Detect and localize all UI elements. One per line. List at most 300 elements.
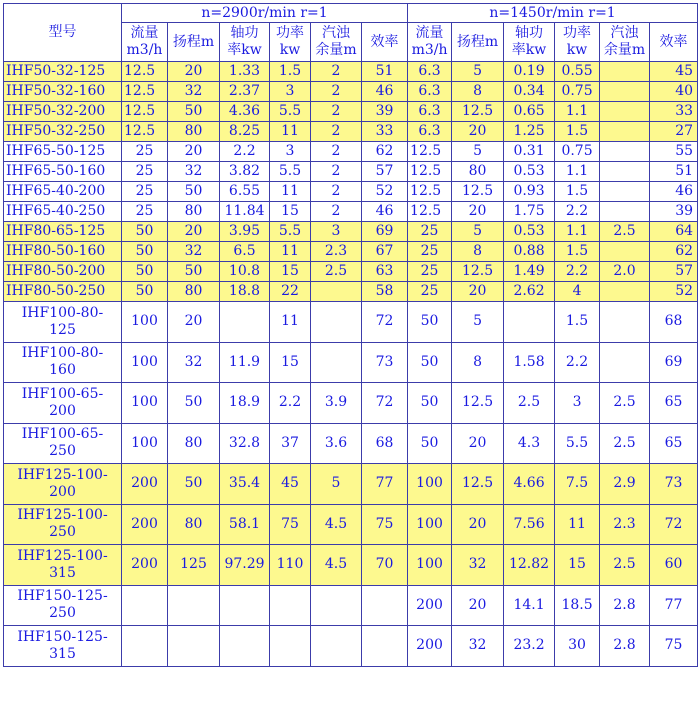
npsh-cell-1450: 2.3: [600, 504, 650, 545]
head-cell-2900: 80: [168, 202, 220, 222]
speed-1450-header: n=1450r/min r=1: [408, 4, 698, 23]
head-cell-1450: 12.5: [452, 262, 504, 282]
model-cell: IHF50-32-250: [4, 122, 122, 142]
shaft-power-cell-1450: 0.53: [504, 222, 555, 242]
power-cell-1450: 1.5: [555, 182, 600, 202]
shaft-power-cell-2900: 2.2: [220, 142, 270, 162]
npsh-cell-2900: 2: [311, 82, 362, 102]
head-cell-1450: 80: [452, 162, 504, 182]
shaft-power-cell-1450: 1.25: [504, 122, 555, 142]
npsh-cell-1450: [600, 342, 650, 383]
head-cell-2900: 80: [168, 423, 220, 464]
shaft-power-cell-2900: [220, 626, 270, 667]
shaft-power-cell-1450: 14.1: [504, 585, 555, 626]
efficiency-cell-1450: 46: [650, 182, 698, 202]
efficiency-cell-2900: 69: [362, 222, 408, 242]
efficiency-cell-2900: 39: [362, 102, 408, 122]
efficiency-cell-1450: 69: [650, 342, 698, 383]
npsh-cell-2900: 2: [311, 142, 362, 162]
flow-cell-1450: 25: [408, 242, 452, 262]
model-cell: IHF65-50-125: [4, 142, 122, 162]
head-cell-2900: 80: [168, 282, 220, 302]
efficiency-cell-2900: 46: [362, 202, 408, 222]
col-header-head-2900: 扬程m: [168, 23, 220, 62]
flow-cell-2900: 12.5: [122, 102, 168, 122]
col-header-shaft-power-1450: 轴功 率kw: [504, 23, 555, 62]
efficiency-cell-2900: 77: [362, 464, 408, 505]
head-cell-1450: 8: [452, 342, 504, 383]
efficiency-cell-2900: 72: [362, 302, 408, 343]
efficiency-cell-1450: 75: [650, 626, 698, 667]
power-cell-2900: 11: [270, 302, 311, 343]
flow-cell-2900: 50: [122, 282, 168, 302]
efficiency-cell-2900: 63: [362, 262, 408, 282]
flow-cell-1450: 6.3: [408, 102, 452, 122]
flow-cell-2900: [122, 585, 168, 626]
efficiency-cell-2900: 57: [362, 162, 408, 182]
power-cell-2900: 5.5: [270, 162, 311, 182]
power-cell-1450: 1.5: [555, 242, 600, 262]
model-cell: IHF125-100- 200: [4, 464, 122, 505]
npsh-cell-2900: 2.3: [311, 242, 362, 262]
model-cell: IHF80-50-160: [4, 242, 122, 262]
head-cell-1450: 5: [452, 62, 504, 82]
model-cell: IHF150-125- 315: [4, 626, 122, 667]
power-cell-2900: 15: [270, 342, 311, 383]
power-cell-2900: 15: [270, 262, 311, 282]
table-row: [4, 262, 698, 282]
head-cell-1450: 5: [452, 302, 504, 343]
power-cell-1450: 30: [555, 626, 600, 667]
npsh-cell-1450: 2.8: [600, 585, 650, 626]
efficiency-cell-1450: 27: [650, 122, 698, 142]
efficiency-cell-2900: 46: [362, 82, 408, 102]
power-cell-2900: 5.5: [270, 222, 311, 242]
table-row: [4, 222, 698, 242]
head-cell-2900: 20: [168, 222, 220, 242]
shaft-power-cell-1450: 1.75: [504, 202, 555, 222]
flow-cell-1450: 12.5: [408, 202, 452, 222]
shaft-power-cell-1450: 0.53: [504, 162, 555, 182]
npsh-cell-1450: [600, 122, 650, 142]
table-row: [4, 626, 698, 667]
efficiency-cell-2900: 52: [362, 182, 408, 202]
power-cell-1450: 18.5: [555, 585, 600, 626]
npsh-cell-1450: 2.8: [600, 626, 650, 667]
npsh-cell-2900: [311, 282, 362, 302]
power-cell-2900: 22: [270, 282, 311, 302]
flow-cell-1450: 12.5: [408, 182, 452, 202]
power-cell-2900: [270, 585, 311, 626]
table-row: [4, 142, 698, 162]
shaft-power-cell-1450: 0.34: [504, 82, 555, 102]
power-cell-2900: [270, 626, 311, 667]
shaft-power-cell-2900: 4.36: [220, 102, 270, 122]
efficiency-cell-1450: 64: [650, 222, 698, 242]
flow-cell-2900: 100: [122, 423, 168, 464]
flow-cell-2900: 25: [122, 182, 168, 202]
head-cell-1450: 20: [452, 122, 504, 142]
efficiency-cell-1450: 73: [650, 464, 698, 505]
power-cell-2900: 3: [270, 82, 311, 102]
npsh-cell-2900: 3: [311, 222, 362, 242]
power-cell-2900: 3: [270, 142, 311, 162]
shaft-power-cell-1450: 4.3: [504, 423, 555, 464]
flow-cell-2900: 200: [122, 545, 168, 586]
head-cell-1450: 8: [452, 242, 504, 262]
power-cell-1450: 15: [555, 545, 600, 586]
power-cell-1450: 1.1: [555, 102, 600, 122]
efficiency-cell-2900: 58: [362, 282, 408, 302]
flow-cell-2900: 25: [122, 142, 168, 162]
npsh-cell-1450: [600, 162, 650, 182]
npsh-cell-2900: 2.5: [311, 262, 362, 282]
efficiency-cell-2900: 72: [362, 383, 408, 424]
shaft-power-cell-2900: 11.84: [220, 202, 270, 222]
col-header-power-2900: 功率 kw: [270, 23, 311, 62]
table-row: [4, 202, 698, 222]
model-cell: IHF100-65- 200: [4, 383, 122, 424]
npsh-cell-1450: 2.5: [600, 222, 650, 242]
flow-cell-2900: 12.5: [122, 62, 168, 82]
flow-cell-2900: 200: [122, 464, 168, 505]
model-cell: IHF100-80- 160: [4, 342, 122, 383]
power-cell-2900: 11: [270, 182, 311, 202]
shaft-power-cell-1450: 7.56: [504, 504, 555, 545]
shaft-power-cell-2900: 97.29: [220, 545, 270, 586]
col-header-npsh-2900: 汽浊 余量m: [311, 23, 362, 62]
power-cell-1450: 0.55: [555, 62, 600, 82]
model-cell: IHF80-65-125: [4, 222, 122, 242]
head-cell-2900: 20: [168, 302, 220, 343]
npsh-cell-2900: 3.9: [311, 383, 362, 424]
flow-cell-1450: 50: [408, 342, 452, 383]
table-row: [4, 342, 698, 383]
flow-cell-2900: 100: [122, 383, 168, 424]
efficiency-cell-2900: 51: [362, 62, 408, 82]
head-cell-2900: 32: [168, 162, 220, 182]
npsh-cell-1450: 2.5: [600, 423, 650, 464]
efficiency-cell-2900: 62: [362, 142, 408, 162]
flow-cell-1450: 100: [408, 464, 452, 505]
table-row: [4, 282, 698, 302]
npsh-cell-1450: [600, 182, 650, 202]
head-cell-2900: [168, 585, 220, 626]
flow-cell-2900: 200: [122, 504, 168, 545]
power-cell-1450: 0.75: [555, 142, 600, 162]
efficiency-cell-1450: 65: [650, 423, 698, 464]
head-cell-1450: 20: [452, 282, 504, 302]
head-cell-1450: 20: [452, 504, 504, 545]
npsh-cell-2900: 5: [311, 464, 362, 505]
efficiency-cell-2900: 33: [362, 122, 408, 142]
model-header: 型号: [4, 4, 122, 62]
head-cell-1450: 20: [452, 423, 504, 464]
shaft-power-cell-2900: 10.8: [220, 262, 270, 282]
table-body: [4, 62, 698, 667]
head-cell-1450: 32: [452, 545, 504, 586]
power-cell-1450: 3: [555, 383, 600, 424]
col-header-efficiency-1450: 效率: [650, 23, 698, 62]
efficiency-cell-2900: 67: [362, 242, 408, 262]
model-cell: IHF125-100- 315: [4, 545, 122, 586]
shaft-power-cell-2900: [220, 585, 270, 626]
power-cell-1450: 11: [555, 504, 600, 545]
efficiency-cell-1450: 45: [650, 62, 698, 82]
shaft-power-cell-2900: 11.9: [220, 342, 270, 383]
head-cell-1450: 12.5: [452, 464, 504, 505]
efficiency-cell-2900: 70: [362, 545, 408, 586]
shaft-power-cell-2900: 6.55: [220, 182, 270, 202]
power-cell-1450: 1.5: [555, 122, 600, 142]
model-cell: IHF100-80- 125: [4, 302, 122, 343]
head-cell-2900: [168, 626, 220, 667]
npsh-cell-1450: 2.9: [600, 464, 650, 505]
npsh-cell-1450: [600, 62, 650, 82]
shaft-power-cell-1450: 1.49: [504, 262, 555, 282]
flow-cell-2900: 100: [122, 302, 168, 343]
power-cell-2900: 11: [270, 122, 311, 142]
flow-cell-2900: 50: [122, 262, 168, 282]
head-cell-1450: 20: [452, 202, 504, 222]
model-cell: IHF150-125- 250: [4, 585, 122, 626]
flow-cell-1450: 6.3: [408, 62, 452, 82]
flow-cell-1450: 25: [408, 262, 452, 282]
model-cell: IHF65-50-160: [4, 162, 122, 182]
shaft-power-cell-1450: 4.66: [504, 464, 555, 505]
shaft-power-cell-2900: [220, 302, 270, 343]
power-cell-2900: 37: [270, 423, 311, 464]
shaft-power-cell-2900: 2.37: [220, 82, 270, 102]
head-cell-2900: 50: [168, 383, 220, 424]
npsh-cell-1450: 2.5: [600, 383, 650, 424]
shaft-power-cell-2900: 3.82: [220, 162, 270, 182]
efficiency-cell-1450: 77: [650, 585, 698, 626]
head-cell-1450: 5: [452, 142, 504, 162]
power-cell-1450: 2.2: [555, 202, 600, 222]
col-header-flow-2900: 流量 m3/h: [122, 23, 168, 62]
flow-cell-1450: 25: [408, 282, 452, 302]
efficiency-cell-1450: 68: [650, 302, 698, 343]
head-cell-1450: 8: [452, 82, 504, 102]
head-cell-2900: 50: [168, 182, 220, 202]
head-cell-1450: 12.5: [452, 182, 504, 202]
power-cell-2900: 75: [270, 504, 311, 545]
head-cell-2900: 32: [168, 82, 220, 102]
efficiency-cell-1450: 33: [650, 102, 698, 122]
npsh-cell-1450: [600, 202, 650, 222]
efficiency-cell-2900: 73: [362, 342, 408, 383]
power-cell-2900: 45: [270, 464, 311, 505]
npsh-cell-1450: [600, 82, 650, 102]
shaft-power-cell-2900: 32.8: [220, 423, 270, 464]
head-cell-2900: 20: [168, 142, 220, 162]
shaft-power-cell-1450: 2.5: [504, 383, 555, 424]
flow-cell-2900: 25: [122, 162, 168, 182]
shaft-power-cell-2900: 6.5: [220, 242, 270, 262]
table-row: [4, 242, 698, 262]
power-cell-2900: 15: [270, 202, 311, 222]
flow-cell-1450: 6.3: [408, 82, 452, 102]
table-row: [4, 182, 698, 202]
table-row: [4, 383, 698, 424]
head-cell-2900: 50: [168, 102, 220, 122]
flow-cell-2900: 12.5: [122, 122, 168, 142]
flow-cell-2900: 50: [122, 242, 168, 262]
shaft-power-cell-1450: 0.31: [504, 142, 555, 162]
power-cell-2900: 1.5: [270, 62, 311, 82]
flow-cell-1450: 200: [408, 585, 452, 626]
npsh-cell-2900: 2: [311, 162, 362, 182]
efficiency-cell-1450: 55: [650, 142, 698, 162]
flow-cell-2900: 50: [122, 222, 168, 242]
head-cell-2900: 80: [168, 504, 220, 545]
flow-cell-1450: 12.5: [408, 162, 452, 182]
model-cell: IHF50-32-200: [4, 102, 122, 122]
shaft-power-cell-2900: 18.9: [220, 383, 270, 424]
efficiency-cell-1450: 51: [650, 162, 698, 182]
shaft-power-cell-2900: 18.8: [220, 282, 270, 302]
flow-cell-1450: 25: [408, 222, 452, 242]
shaft-power-cell-1450: 2.62: [504, 282, 555, 302]
shaft-power-cell-1450: 12.82: [504, 545, 555, 586]
table-row: [4, 545, 698, 586]
npsh-cell-1450: [600, 242, 650, 262]
npsh-cell-2900: [311, 585, 362, 626]
flow-cell-2900: 25: [122, 202, 168, 222]
efficiency-cell-1450: 72: [650, 504, 698, 545]
npsh-cell-2900: 2: [311, 182, 362, 202]
col-header-flow-1450: 流量 m3/h: [408, 23, 452, 62]
power-cell-1450: 5.5: [555, 423, 600, 464]
table-row: [4, 102, 698, 122]
efficiency-cell-2900: [362, 626, 408, 667]
col-header-shaft-power-2900: 轴功 率kw: [220, 23, 270, 62]
power-cell-2900: 110: [270, 545, 311, 586]
npsh-cell-2900: 2: [311, 102, 362, 122]
table-row: [4, 62, 698, 82]
efficiency-cell-2900: [362, 585, 408, 626]
efficiency-cell-1450: 65: [650, 383, 698, 424]
npsh-cell-1450: 2.0: [600, 262, 650, 282]
efficiency-cell-1450: 52: [650, 282, 698, 302]
col-header-npsh-1450: 汽浊 余量m: [600, 23, 650, 62]
shaft-power-cell-2900: 35.4: [220, 464, 270, 505]
shaft-power-cell-1450: [504, 302, 555, 343]
npsh-cell-2900: [311, 342, 362, 383]
power-cell-2900: 2.2: [270, 383, 311, 424]
table-row: [4, 504, 698, 545]
power-cell-1450: 1.1: [555, 222, 600, 242]
flow-cell-1450: 50: [408, 423, 452, 464]
table-row: [4, 464, 698, 505]
flow-cell-1450: 50: [408, 302, 452, 343]
model-cell: IHF50-32-125: [4, 62, 122, 82]
power-cell-1450: 1.5: [555, 302, 600, 343]
head-cell-1450: 32: [452, 626, 504, 667]
shaft-power-cell-1450: 23.2: [504, 626, 555, 667]
model-cell: IHF100-65- 250: [4, 423, 122, 464]
speed-2900-header: n=2900r/min r=1: [122, 4, 408, 23]
flow-cell-2900: [122, 626, 168, 667]
shaft-power-cell-2900: 1.33: [220, 62, 270, 82]
table-row: [4, 423, 698, 464]
flow-cell-1450: 200: [408, 626, 452, 667]
table-header: [4, 4, 698, 62]
efficiency-cell-1450: 39: [650, 202, 698, 222]
head-cell-1450: 12.5: [452, 102, 504, 122]
power-cell-1450: 1.1: [555, 162, 600, 182]
npsh-cell-2900: [311, 302, 362, 343]
npsh-cell-1450: [600, 142, 650, 162]
power-cell-1450: 7.5: [555, 464, 600, 505]
table-row: [4, 82, 698, 102]
flow-cell-1450: 6.3: [408, 122, 452, 142]
flow-cell-1450: 100: [408, 504, 452, 545]
model-cell: IHF125-100- 250: [4, 504, 122, 545]
head-cell-1450: 20: [452, 585, 504, 626]
npsh-cell-2900: 4.5: [311, 504, 362, 545]
model-cell: IHF50-32-160: [4, 82, 122, 102]
model-cell: IHF80-50-250: [4, 282, 122, 302]
head-cell-1450: 12.5: [452, 383, 504, 424]
npsh-cell-1450: [600, 302, 650, 343]
flow-cell-2900: 100: [122, 342, 168, 383]
head-cell-2900: 32: [168, 342, 220, 383]
shaft-power-cell-1450: 0.65: [504, 102, 555, 122]
head-cell-2900: 80: [168, 122, 220, 142]
shaft-power-cell-2900: 3.95: [220, 222, 270, 242]
npsh-cell-1450: [600, 102, 650, 122]
npsh-cell-2900: 3.6: [311, 423, 362, 464]
power-cell-1450: 2.2: [555, 262, 600, 282]
flow-cell-2900: 12.5: [122, 82, 168, 102]
col-header-head-1450: 扬程m: [452, 23, 504, 62]
table-row: [4, 162, 698, 182]
model-cell: IHF65-40-250: [4, 202, 122, 222]
model-cell: IHF65-40-200: [4, 182, 122, 202]
flow-cell-1450: 12.5: [408, 142, 452, 162]
head-cell-2900: 50: [168, 464, 220, 505]
head-cell-1450: 5: [452, 222, 504, 242]
power-cell-1450: 2.2: [555, 342, 600, 383]
flow-cell-1450: 50: [408, 383, 452, 424]
shaft-power-cell-2900: 58.1: [220, 504, 270, 545]
shaft-power-cell-1450: 0.93: [504, 182, 555, 202]
table-row: [4, 302, 698, 343]
table-row: [4, 122, 698, 142]
pump-performance-table: [3, 3, 698, 667]
npsh-cell-2900: 4.5: [311, 545, 362, 586]
shaft-power-cell-1450: 0.88: [504, 242, 555, 262]
npsh-cell-2900: 2: [311, 202, 362, 222]
efficiency-cell-2900: 75: [362, 504, 408, 545]
npsh-cell-2900: 2: [311, 122, 362, 142]
power-cell-2900: 5.5: [270, 102, 311, 122]
head-cell-2900: 20: [168, 62, 220, 82]
power-cell-2900: 11: [270, 242, 311, 262]
shaft-power-cell-1450: 1.58: [504, 342, 555, 383]
efficiency-cell-1450: 40: [650, 82, 698, 102]
efficiency-cell-1450: 62: [650, 242, 698, 262]
col-header-power-1450: 功率 kw: [555, 23, 600, 62]
npsh-cell-2900: 2: [311, 62, 362, 82]
npsh-cell-1450: 2.5: [600, 545, 650, 586]
head-cell-2900: 32: [168, 242, 220, 262]
head-cell-2900: 125: [168, 545, 220, 586]
power-cell-1450: 4: [555, 282, 600, 302]
shaft-power-cell-2900: 8.25: [220, 122, 270, 142]
